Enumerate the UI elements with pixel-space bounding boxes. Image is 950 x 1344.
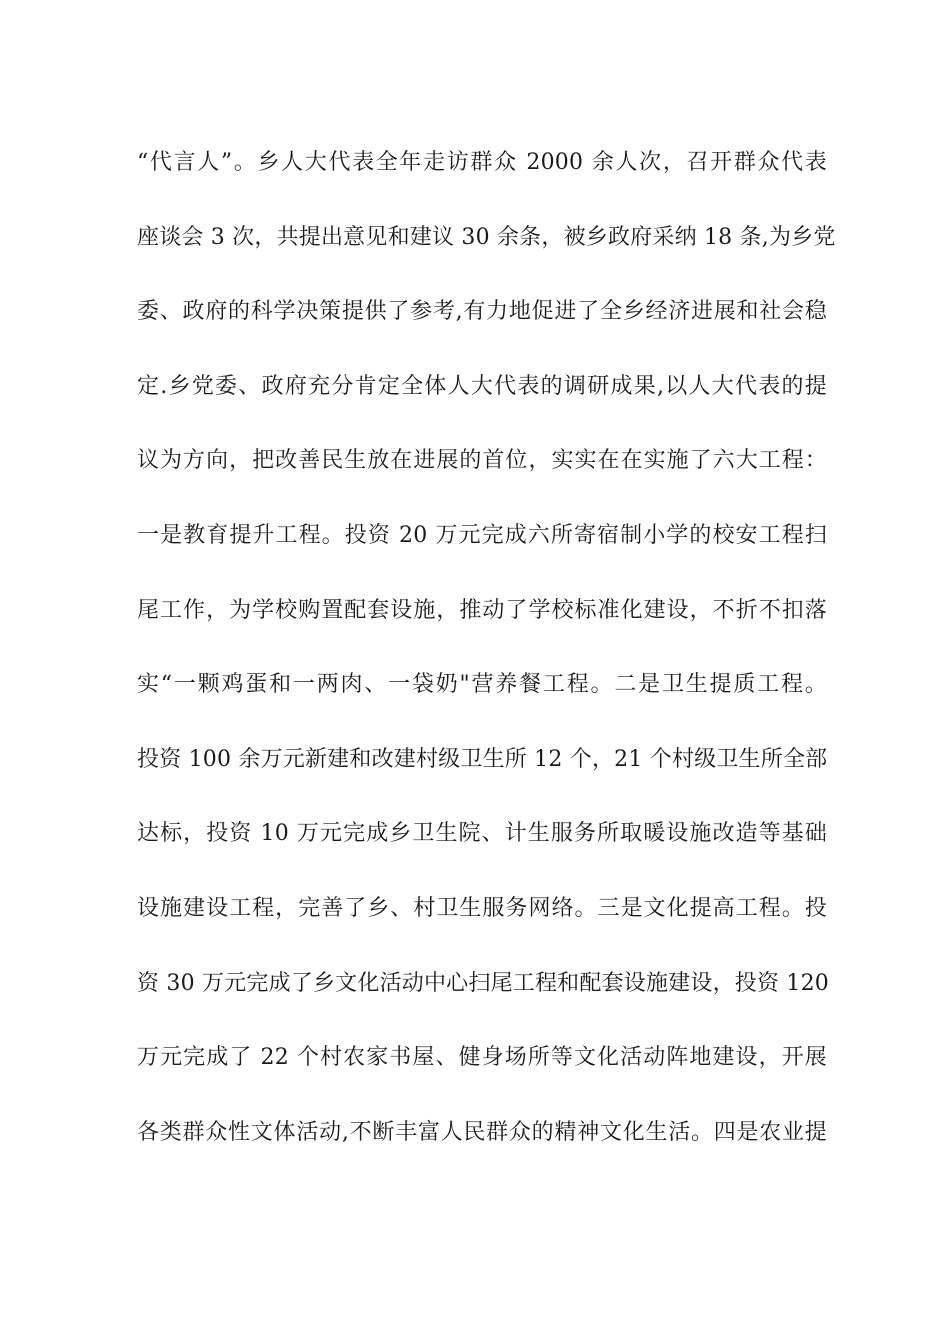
text-line: 座谈会 3 次，共提出意见和建议 30 余条，被乡政府采纳 18 条,为乡党 <box>137 224 836 250</box>
text-line: “代言人”。乡人大代表全年走访群众 2000 余人次，召开群众代表 <box>137 150 827 175</box>
text-line: 议为方向，把改善民生放在进展的首位，实实在在实施了六大工程： <box>137 448 827 474</box>
text-line: 各类群众性文体活动,不断丰富人民群众的精神文化生活。四是农业提 <box>137 1119 827 1145</box>
text-line: 委、政府的科学决策提供了参考,有力地促进了全乡经济进展和社会稳 <box>137 299 827 325</box>
text-line: 实“一颗鸡蛋和一两肉、一袋奶"营养餐工程。二是卫生提质工程。 <box>137 672 827 698</box>
text-line: 设施建设工程，完善了乡、村卫生服务网络。三是文化提高工程。投 <box>137 895 827 921</box>
body-text <box>137 142 836 1186</box>
text-line: 达标，投资 10 万元完成乡卫生院、计生服务所取暖设施改造等基础 <box>137 821 827 847</box>
text-line: 投资 100 余万元新建和改建村级卫生所 12 个，21 个村级卫生所全部 <box>137 746 828 772</box>
text-line: 一是教育提升工程。投资 20 万元完成六所寄宿制小学的校安工程扫 <box>137 522 827 548</box>
text-line: 尾工作，为学校购置配套设施，推动了学校标准化建设，不折不扣落 <box>137 597 827 623</box>
text-line: 资 30 万元完成了乡文化活动中心扫尾工程和配套设施建设，投资 120 <box>137 970 829 996</box>
text-line: 万元完成了 22 个村农家书屋、健身场所等文化活动阵地建设，开展 <box>137 1045 827 1071</box>
text-line: 定.乡党委、政府充分肯定全体人大代表的调研成果,以人大代表的提 <box>137 373 827 399</box>
